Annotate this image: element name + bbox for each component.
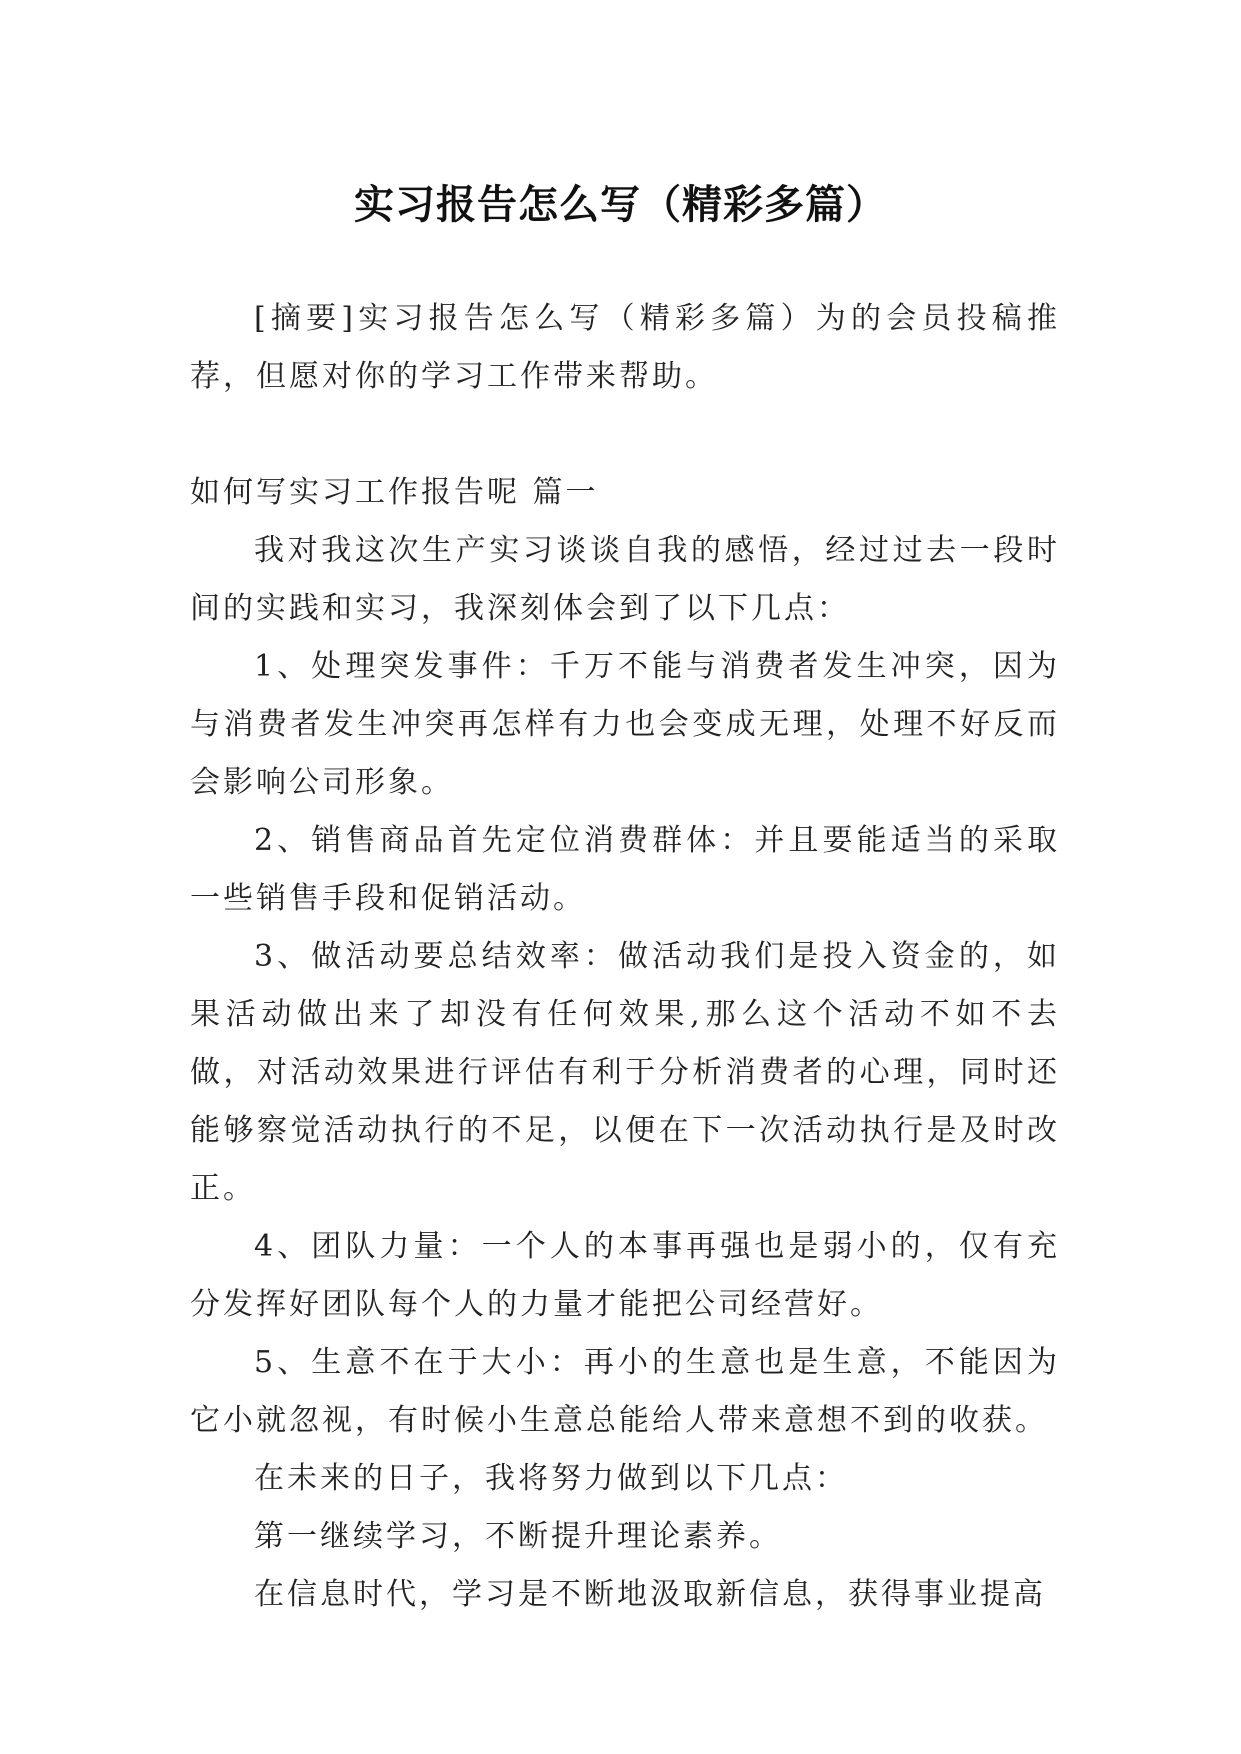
document-body [190,290,1060,1624]
body-paragraph-intro: 我对我这次生产实习谈谈自我的感悟，经过过去一段时间的实践和实习，我深刻体会到了以下几点： [190,533,1060,626]
page-title: 实习报告怎么写（精彩多篇） [354,181,887,228]
body-paragraph-point-2: 2、销售商品首先定位消费群体：并且要能适当的采取一些销售手段和促销活动。 [190,823,1060,916]
section-heading: 如何写实习工作报告呢 篇一 [190,475,599,510]
summary-paragraph: [摘要]实习报告怎么写（精彩多篇）为的会员投稿推荐，但愿对你的学习工作带来帮助。 [190,301,1060,394]
body-paragraph-point-3: 3、做活动要总结效率：做活动我们是投入资金的，如果活动做出来了却没有任何效果,那么这个活动不如不去做，对活动效果进行评估有利于分析消费者的心理，同时还能够察觉活动执行的不足，以便在下一次活动执行是及时改正。 [190,939,1060,1206]
body-paragraph-future: 在未来的日子，我将努力做到以下几点： [254,1461,848,1496]
body-paragraph-goal-1: 第一继续学习，不断提升理论素养。 [254,1519,782,1554]
body-paragraph-point-5: 5、生意不在于大小：再小的生意也是生意，不能因为它小就忽视，有时候小生意总能给人带来意想不到的收获。 [190,1345,1060,1438]
body-paragraph-point-1: 1、处理突发事件：千万不能与消费者发生冲突，因为与消费者发生冲突再怎样有力也会变成无理，处理不好反而会影响公司形象。 [190,649,1060,800]
body-paragraph-point-4: 4、团队力量：一个人的本事再强也是弱小的，仅有充分发挥好团队每个人的力量才能把公司经营好。 [190,1229,1060,1322]
body-paragraph-information-age: 在信息时代，学习是不断地汲取新信息，获得事业提高 [254,1577,1046,1612]
